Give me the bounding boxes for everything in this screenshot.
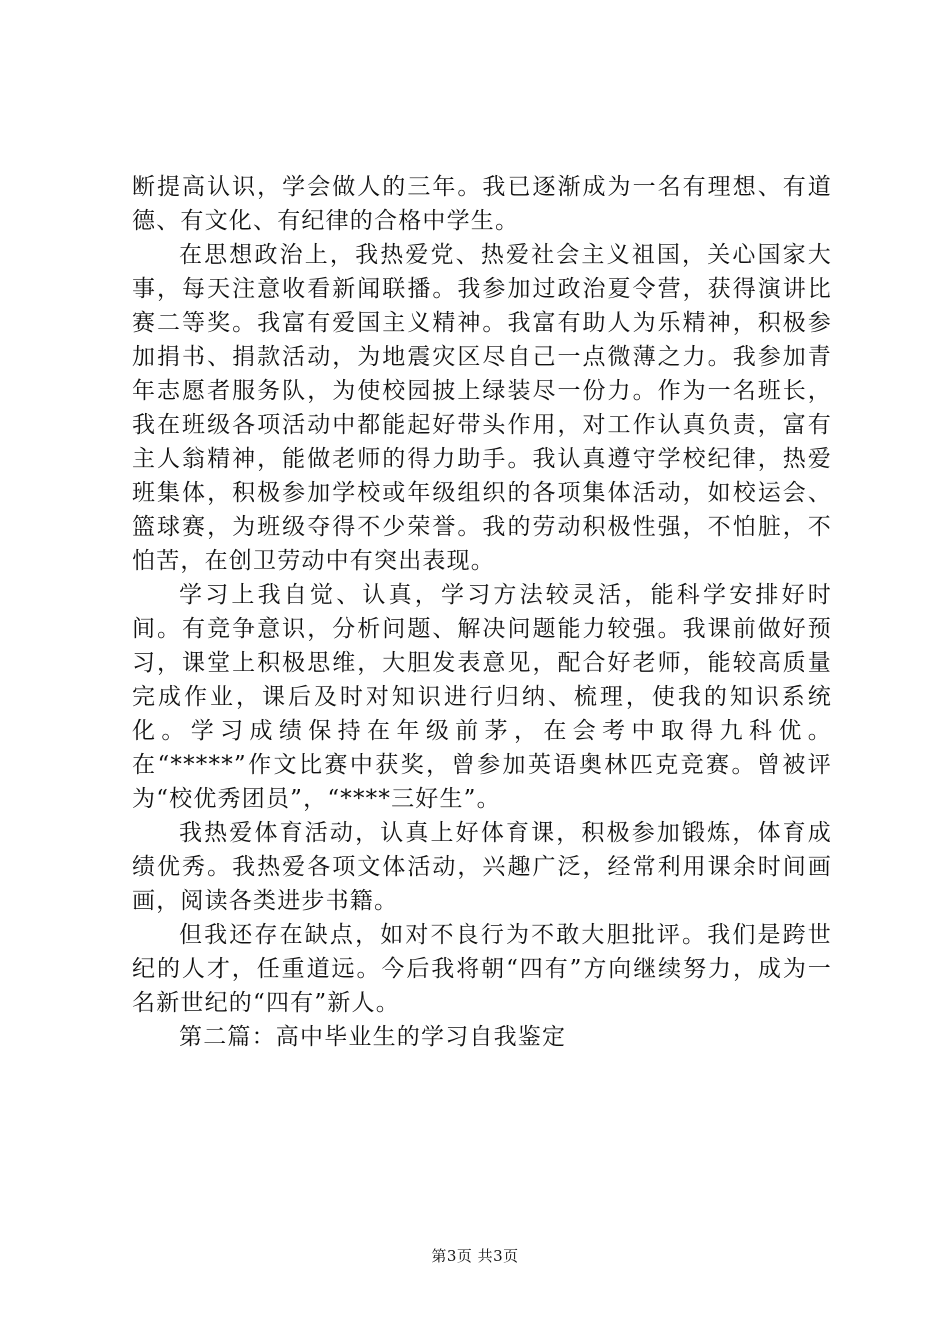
paragraph-study: 学习上我自觉、认真，学习方法较灵活，能科学安排好时间。有竞争意识，分析问题、解决问题能力较强。我课前做好预习，课堂上积极思维，大胆发表意见，配合好老师，能较高质量完成作业，课后及时对知识进行归纳、梳理，使我的知识系统化。学习成绩保持在年级前茅，在会考中取得九科优。在“*****”作文比赛中获奖，曾参加英语奥林匹克竞赛。曾被评为“校优秀团员”，“****三好生”。 — [132, 582, 832, 812]
paragraph-shortcomings: 但我还存在缺点，如对不良行为不敢大胆批评。我们是跨世纪的人才，任重道远。今后我将朝“四有”方向继续努力，成为一名新世纪的“四有”新人。 — [132, 922, 832, 1016]
section-heading: 第二篇：高中毕业生的学习自我鉴定 — [179, 1024, 567, 1050]
paragraph-sports: 我热爱体育活动，认真上好体育课，积极参加锻炼，体育成绩优秀。我热爱各项文体活动，兴趣广泛，经常利用课余时间画画，阅读各类进步书籍。 — [132, 820, 832, 914]
paragraph-continuation: 断提高认识，学会做人的三年。我已逐渐成为一名有理想、有道德、有文化、有纪律的合格中学生。 — [132, 174, 832, 234]
document-body — [132, 170, 832, 1054]
paragraph-political: 在思想政治上，我热爱党、热爱社会主义祖国，关心国家大事，每天注意收看新闻联播。我参加过政治夏令营，获得演讲比赛二等奖。我富有爱国主义精神。我富有助人为乐精神，积极参加捐书、捐款活动，为地震灾区尽自己一点微薄之力。我参加青年志愿者服务队，为使校园披上绿装尽一份力。作为一名班长，我在班级各项活动中都能起好带头作用，对工作认真负责，富有主人翁精神，能做老师的得力助手。我认真遵守学校纪律，热爱班集体，积极参加学校或年级组织的各项集体活动，如校运会、篮球赛，为班级夺得不少荣誉。我的劳动积极性强，不怕脏，不怕苦，在创卫劳动中有突出表现。 — [132, 242, 832, 574]
page-number-footer: 第3页 共3页 — [431, 1247, 519, 1265]
